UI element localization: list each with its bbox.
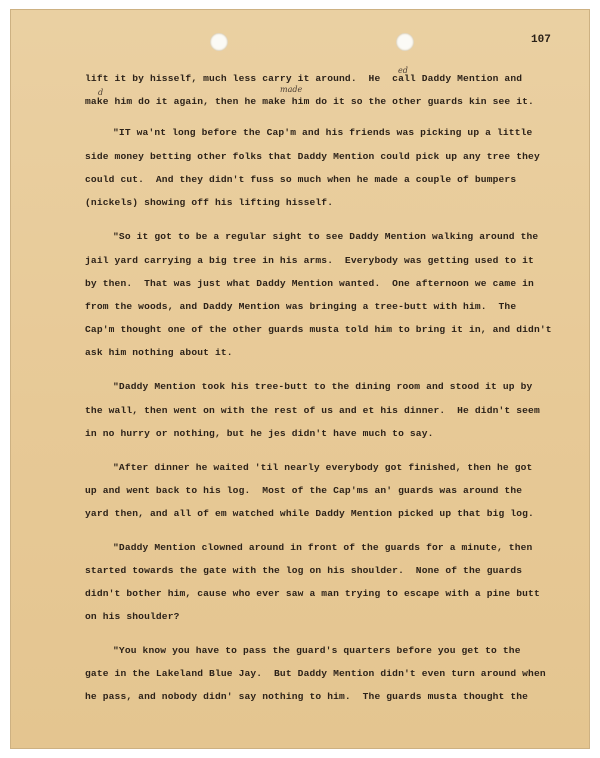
document-page <box>10 9 590 749</box>
text-line: gate in the Lakeland Blue Jay. But Daddy Mention didn't even turn around when <box>85 668 546 679</box>
text-line: (nickels) showing off his lifting hisself. <box>85 197 334 208</box>
text-line: side money betting other folks that Daddy Mention could pick up any tree they <box>85 151 540 162</box>
handwritten-annotation: made <box>280 85 303 94</box>
text-line: didn't bother him, cause who ever saw a man trying to escape with a pine butt <box>85 588 540 599</box>
text-line: could cut. And they didn't fuss so much when he made a couple of bumpers <box>85 174 517 185</box>
text-line: "IT wa'nt long before the Cap'm and his friends was picking up a little <box>113 127 533 138</box>
handwritten-annotation: ed <box>398 66 408 75</box>
text-line: "Daddy Mention clowned around in front of the guards for a minute, then <box>113 542 533 553</box>
text-line: yard then, and all of em watched while Daddy Mention picked up that big log. <box>85 508 534 519</box>
text-line: by then. That was just what Daddy Mention wanted. One afternoon we came in <box>85 278 534 289</box>
text-line: ask him nothing about it. <box>85 347 233 358</box>
punch-hole-right <box>396 33 414 51</box>
page-number: 107 <box>531 34 551 46</box>
text-line: lift it by hisself, much less carry it around. He call Daddy Mention and <box>85 73 523 84</box>
text-line: in no hurry or nothing, but he jes didn't have much to say. <box>85 428 434 439</box>
text-line: "You know you have to pass the guard's quarters before you get to the <box>113 645 521 656</box>
text-line: the wall, then went on with the rest of us and et his dinner. He didn't seem <box>85 405 540 416</box>
text-line: make him do it again, then he make him do it so the other guards kin see it. <box>85 96 534 107</box>
text-line: started towards the gate with the log on his shoulder. None of the guards <box>85 565 523 576</box>
text-line: "After dinner he waited 'til nearly everybody got finished, then he got <box>113 462 533 473</box>
text-line: on his shoulder? <box>85 611 180 622</box>
text-line: "Daddy Mention took his tree-butt to the dining room and stood it up by <box>113 381 533 392</box>
text-line: Cap'm thought one of the other guards musta told him to bring it in, and didn't <box>85 324 552 335</box>
handwritten-annotation: d <box>98 88 104 97</box>
text-line: jail yard carrying a big tree in his arms. Everybody was getting used to it <box>85 255 534 266</box>
text-line: from the woods, and Daddy Mention was bringing a tree-butt with him. The <box>85 301 517 312</box>
text-line: "So it got to be a regular sight to see Daddy Mention walking around the <box>113 231 539 242</box>
text-line: he pass, and nobody didn' say nothing to him. The guards musta thought the <box>85 691 529 702</box>
text-line: up and went back to his log. Most of the Cap'ms an' guards was around the <box>85 485 523 496</box>
punch-hole-left <box>210 33 228 51</box>
